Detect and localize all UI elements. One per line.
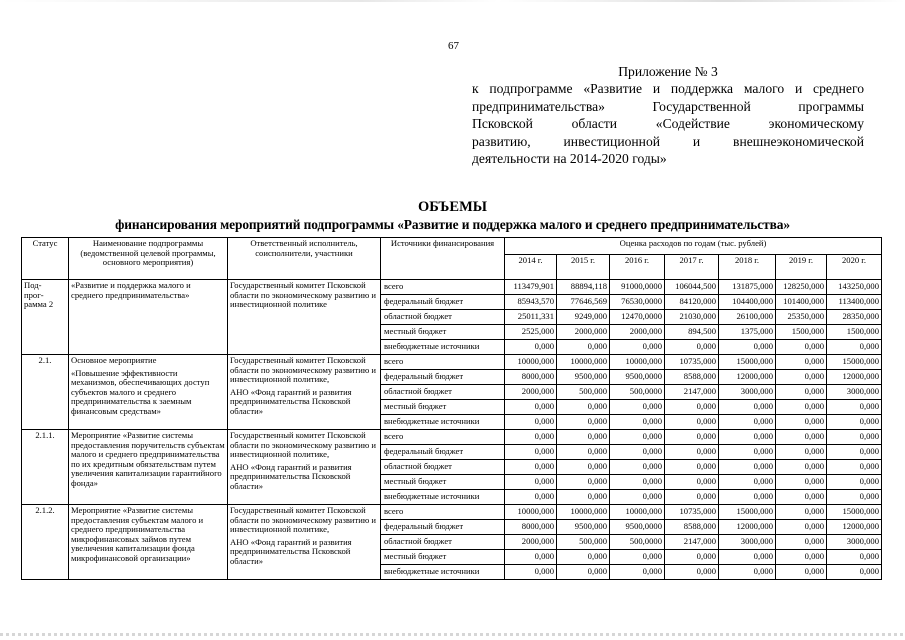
value-cell: 0,000 bbox=[505, 340, 557, 355]
value-cell: 85943,570 bbox=[505, 295, 557, 310]
appendix-line: развитию, инвестиционной и внешнеэкономической bbox=[472, 133, 864, 149]
value-cell: 0,000 bbox=[776, 400, 827, 415]
value-cell: 2000,000 bbox=[505, 385, 557, 400]
value-cell: 2000,000 bbox=[505, 535, 557, 550]
value-cell: 0,000 bbox=[776, 520, 827, 535]
value-cell: 10000,000 bbox=[557, 505, 610, 520]
appendix-line: Псковской области «Содействие экономическому bbox=[472, 116, 864, 132]
value-cell: 1375,000 bbox=[719, 325, 776, 340]
value-cell: 106044,500 bbox=[665, 280, 719, 295]
source-cell: федеральный бюджет bbox=[381, 445, 505, 460]
value-cell: 0,000 bbox=[505, 445, 557, 460]
value-cell: 113479,901 bbox=[505, 280, 557, 295]
value-cell: 0,000 bbox=[610, 340, 665, 355]
value-cell: 500,000 bbox=[557, 385, 610, 400]
value-cell: 15000,000 bbox=[827, 355, 882, 370]
value-cell: 3000,000 bbox=[719, 535, 776, 550]
value-cell: 2000,000 bbox=[610, 325, 665, 340]
value-cell: 1500,000 bbox=[827, 325, 882, 340]
value-cell: 8000,000 bbox=[505, 370, 557, 385]
value-cell: 10000,000 bbox=[557, 355, 610, 370]
value-cell: 104400,000 bbox=[719, 295, 776, 310]
value-cell: 21030,000 bbox=[665, 310, 719, 325]
value-cell: 10000,000 bbox=[610, 355, 665, 370]
table-row bbox=[22, 355, 882, 370]
value-cell: 0,000 bbox=[665, 430, 719, 445]
value-cell: 0,000 bbox=[719, 415, 776, 430]
value-cell: 0,000 bbox=[827, 475, 882, 490]
value-cell: 0,000 bbox=[665, 340, 719, 355]
row-name: Мероприятие «Развитие системы предоставления поручительств субъектам малого и среднего предпринимательства по их кредитным обязательствам путем увеличения капитализации гарантийного фонда» bbox=[71, 430, 225, 488]
header-year: 2016 г. bbox=[610, 255, 665, 280]
value-cell: 0,000 bbox=[610, 400, 665, 415]
value-cell: 0,000 bbox=[557, 445, 610, 460]
value-cell: 0,000 bbox=[505, 550, 557, 565]
value-cell: 0,000 bbox=[505, 475, 557, 490]
value-cell: 2000,000 bbox=[557, 325, 610, 340]
value-cell: 0,000 bbox=[719, 475, 776, 490]
value-cell: 0,000 bbox=[505, 400, 557, 415]
value-cell: 3000,000 bbox=[827, 535, 882, 550]
value-cell: 0,000 bbox=[776, 565, 827, 580]
value-cell: 0,000 bbox=[776, 340, 827, 355]
row-executor: Государственный комитет Псковской области по экономическому развитию и инвестиционной политике bbox=[230, 280, 377, 310]
value-cell: 12000,000 bbox=[827, 370, 882, 385]
scan-artifact-bottom bbox=[0, 633, 905, 636]
value-cell: 0,000 bbox=[827, 490, 882, 505]
appendix-line: предпринимательства» Государственной программы bbox=[472, 98, 864, 114]
header-year: 2018 г. bbox=[719, 255, 776, 280]
source-cell: местный бюджет bbox=[381, 400, 505, 415]
value-cell: 0,000 bbox=[665, 400, 719, 415]
value-cell: 10000,000 bbox=[505, 355, 557, 370]
value-cell: 0,000 bbox=[776, 505, 827, 520]
value-cell: 0,000 bbox=[719, 460, 776, 475]
financing-table bbox=[21, 237, 882, 580]
value-cell: 0,000 bbox=[827, 445, 882, 460]
value-cell: 0,000 bbox=[610, 460, 665, 475]
value-cell: 0,000 bbox=[719, 340, 776, 355]
value-cell: 0,000 bbox=[505, 430, 557, 445]
header-executor: Ответственный исполнитель, соисполнители, участники bbox=[228, 238, 381, 280]
row-name: Основное мероприятие bbox=[71, 355, 157, 365]
document-title: ОБЪЕМЫ bbox=[417, 199, 487, 215]
value-cell: 1500,000 bbox=[776, 325, 827, 340]
row-executor-cell bbox=[228, 355, 381, 430]
header-name: Наименование подпрограммы (ведомственной целевой программы, основного мероприятия) bbox=[69, 238, 228, 280]
value-cell: 0,000 bbox=[827, 565, 882, 580]
value-cell: 0,000 bbox=[557, 430, 610, 445]
value-cell: 28350,000 bbox=[827, 310, 882, 325]
value-cell: 0,000 bbox=[665, 475, 719, 490]
value-cell: 84120,000 bbox=[665, 295, 719, 310]
header-status: Статус bbox=[22, 238, 69, 280]
row-name-cell bbox=[69, 430, 228, 505]
row-executor: Государственный комитет Псковской области по экономическому развитию и инвестиционной политике, bbox=[230, 430, 377, 460]
value-cell: 0,000 bbox=[827, 340, 882, 355]
row-status: 2.1. bbox=[22, 355, 69, 430]
value-cell: 0,000 bbox=[557, 550, 610, 565]
header-year: 2019 г. bbox=[776, 255, 827, 280]
value-cell: 0,000 bbox=[827, 415, 882, 430]
value-cell: 0,000 bbox=[776, 475, 827, 490]
source-cell: внебюджетные источники bbox=[381, 565, 505, 580]
source-cell: областной бюджет bbox=[381, 310, 505, 325]
value-cell: 0,000 bbox=[557, 460, 610, 475]
source-cell: местный бюджет bbox=[381, 475, 505, 490]
value-cell: 0,000 bbox=[719, 445, 776, 460]
value-cell: 0,000 bbox=[776, 490, 827, 505]
value-cell: 0,000 bbox=[610, 550, 665, 565]
value-cell: 15000,000 bbox=[719, 505, 776, 520]
row-executor: Государственный комитет Псковской области по экономическому развитию и инвестиционной политике, bbox=[230, 505, 377, 535]
appendix-line: к подпрограмме «Развитие и поддержка малого и среднего bbox=[472, 81, 864, 97]
row-name: «Повышение эффективности механизмов, обеспечивающих доступ субъектов малого и среднего предпринимательства к заемным финансовым средствам» bbox=[71, 367, 210, 416]
table-body bbox=[22, 280, 882, 580]
source-cell: федеральный бюджет bbox=[381, 520, 505, 535]
value-cell: 0,000 bbox=[665, 445, 719, 460]
row-executor-cell bbox=[228, 505, 381, 580]
value-cell: 2147,000 bbox=[665, 385, 719, 400]
value-cell: 0,000 bbox=[776, 535, 827, 550]
row-executor: АНО «Фонд гарантий и развития предпринимательства Псковской области» bbox=[230, 386, 352, 416]
value-cell: 15000,000 bbox=[827, 505, 882, 520]
value-cell: 0,000 bbox=[776, 460, 827, 475]
value-cell: 0,000 bbox=[827, 460, 882, 475]
source-cell: федеральный бюджет bbox=[381, 370, 505, 385]
value-cell: 0,000 bbox=[665, 415, 719, 430]
value-cell: 8588,000 bbox=[665, 370, 719, 385]
table-row bbox=[22, 430, 882, 445]
value-cell: 143250,000 bbox=[827, 280, 882, 295]
value-cell: 12000,000 bbox=[827, 520, 882, 535]
value-cell: 894,500 bbox=[665, 325, 719, 340]
source-cell: областной бюджет bbox=[381, 460, 505, 475]
value-cell: 0,000 bbox=[505, 460, 557, 475]
source-cell: всего bbox=[381, 505, 505, 520]
document-subtitle: финансирования мероприятий подпрограммы «Развитие и поддержка малого и среднего предпринимательства» bbox=[115, 217, 790, 232]
value-cell: 0,000 bbox=[827, 400, 882, 415]
value-cell: 25350,000 bbox=[776, 310, 827, 325]
value-cell: 0,000 bbox=[665, 565, 719, 580]
header-year: 2020 г. bbox=[827, 255, 882, 280]
source-cell: местный бюджет bbox=[381, 325, 505, 340]
value-cell: 10735,000 bbox=[665, 505, 719, 520]
value-cell: 113400,000 bbox=[827, 295, 882, 310]
value-cell: 12000,000 bbox=[719, 370, 776, 385]
header-year: 2014 г. bbox=[505, 255, 557, 280]
value-cell: 0,000 bbox=[827, 430, 882, 445]
value-cell: 0,000 bbox=[719, 490, 776, 505]
value-cell: 12470,0000 bbox=[610, 310, 665, 325]
value-cell: 500,0000 bbox=[610, 535, 665, 550]
source-cell: внебюджетные источники bbox=[381, 340, 505, 355]
value-cell: 10735,000 bbox=[665, 355, 719, 370]
row-status: 2.1.2. bbox=[22, 505, 69, 580]
appendix-title: Приложение № 3 bbox=[618, 64, 718, 79]
value-cell: 0,000 bbox=[557, 565, 610, 580]
source-cell: местный бюджет bbox=[381, 550, 505, 565]
value-cell: 0,000 bbox=[505, 490, 557, 505]
value-cell: 9500,0000 bbox=[610, 520, 665, 535]
value-cell: 0,000 bbox=[557, 415, 610, 430]
value-cell: 0,000 bbox=[719, 430, 776, 445]
value-cell: 25011,331 bbox=[505, 310, 557, 325]
value-cell: 128250,000 bbox=[776, 280, 827, 295]
header-estimate: Оценка расходов по годам (тыс. рублей) bbox=[505, 238, 882, 255]
value-cell: 9500,0000 bbox=[610, 370, 665, 385]
value-cell: 0,000 bbox=[776, 550, 827, 565]
row-executor-cell bbox=[228, 280, 381, 355]
value-cell: 0,000 bbox=[665, 490, 719, 505]
row-name-cell bbox=[69, 505, 228, 580]
value-cell: 8588,000 bbox=[665, 520, 719, 535]
value-cell: 0,000 bbox=[719, 565, 776, 580]
row-status: 2.1.1. bbox=[22, 430, 69, 505]
source-cell: областной бюджет bbox=[381, 385, 505, 400]
value-cell: 0,000 bbox=[719, 550, 776, 565]
source-cell: всего bbox=[381, 430, 505, 445]
value-cell: 101400,000 bbox=[776, 295, 827, 310]
source-cell: всего bbox=[381, 280, 505, 295]
value-cell: 0,000 bbox=[557, 490, 610, 505]
value-cell: 0,000 bbox=[610, 445, 665, 460]
value-cell: 26100,000 bbox=[719, 310, 776, 325]
header-year: 2017 г. bbox=[665, 255, 719, 280]
value-cell: 15000,000 bbox=[719, 355, 776, 370]
value-cell: 500,0000 bbox=[610, 385, 665, 400]
value-cell: 0,000 bbox=[610, 475, 665, 490]
appendix-header bbox=[472, 63, 864, 167]
value-cell: 9500,000 bbox=[557, 370, 610, 385]
table-row bbox=[22, 505, 882, 520]
value-cell: 0,000 bbox=[610, 565, 665, 580]
row-name-cell bbox=[69, 280, 228, 355]
value-cell: 500,000 bbox=[557, 535, 610, 550]
table-row bbox=[22, 280, 882, 295]
value-cell: 0,000 bbox=[505, 415, 557, 430]
row-name: Мероприятие «Развитие системы предоставления субъектам малого и среднего предпринимательства микрофинансовых займов путем увеличения капитализации фонда микрофинансовой организации» bbox=[71, 505, 204, 563]
row-executor: АНО «Фонд гарантий и развития предпринимательства Псковской области» bbox=[230, 461, 352, 491]
value-cell: 0,000 bbox=[776, 355, 827, 370]
value-cell: 0,000 bbox=[719, 400, 776, 415]
value-cell: 88894,118 bbox=[557, 280, 610, 295]
value-cell: 0,000 bbox=[665, 460, 719, 475]
value-cell: 0,000 bbox=[776, 385, 827, 400]
row-status: Под- прог- рамма 2 bbox=[22, 280, 69, 355]
row-name: «Развитие и поддержка малого и среднего предпринимательства» bbox=[71, 280, 191, 300]
source-cell: внебюджетные источники bbox=[381, 490, 505, 505]
value-cell: 0,000 bbox=[827, 550, 882, 565]
value-cell: 2147,000 bbox=[665, 535, 719, 550]
scan-artifact-top bbox=[0, 0, 905, 2]
value-cell: 12000,000 bbox=[719, 520, 776, 535]
value-cell: 0,000 bbox=[505, 565, 557, 580]
value-cell: 0,000 bbox=[776, 430, 827, 445]
source-cell: внебюджетные источники bbox=[381, 415, 505, 430]
value-cell: 0,000 bbox=[610, 415, 665, 430]
value-cell: 0,000 bbox=[610, 430, 665, 445]
value-cell: 0,000 bbox=[665, 550, 719, 565]
value-cell: 0,000 bbox=[557, 400, 610, 415]
page-number: 67 bbox=[448, 40, 459, 52]
source-cell: всего bbox=[381, 355, 505, 370]
value-cell: 0,000 bbox=[610, 490, 665, 505]
source-cell: областной бюджет bbox=[381, 535, 505, 550]
value-cell: 10000,000 bbox=[505, 505, 557, 520]
header-sources: Источники финансирования bbox=[381, 238, 505, 280]
row-executor-cell bbox=[228, 430, 381, 505]
appendix-line: деятельности на 2014-2020 годы» bbox=[472, 150, 667, 166]
value-cell: 3000,000 bbox=[827, 385, 882, 400]
header-year: 2015 г. bbox=[557, 255, 610, 280]
source-cell: федеральный бюджет bbox=[381, 295, 505, 310]
value-cell: 9249,000 bbox=[557, 310, 610, 325]
value-cell: 131875,000 bbox=[719, 280, 776, 295]
value-cell: 10000,000 bbox=[610, 505, 665, 520]
value-cell: 8000,000 bbox=[505, 520, 557, 535]
value-cell: 91000,0000 bbox=[610, 280, 665, 295]
value-cell: 0,000 bbox=[776, 445, 827, 460]
row-name-cell bbox=[69, 355, 228, 430]
value-cell: 9500,000 bbox=[557, 520, 610, 535]
value-cell: 76530,0000 bbox=[610, 295, 665, 310]
value-cell: 0,000 bbox=[557, 475, 610, 490]
value-cell: 0,000 bbox=[776, 415, 827, 430]
value-cell: 3000,000 bbox=[719, 385, 776, 400]
value-cell: 0,000 bbox=[776, 370, 827, 385]
value-cell: 77646,569 bbox=[557, 295, 610, 310]
value-cell: 0,000 bbox=[557, 340, 610, 355]
value-cell: 2525,000 bbox=[505, 325, 557, 340]
row-executor: Государственный комитет Псковской области по экономическому развитию и инвестиционной политике, bbox=[230, 355, 377, 385]
row-executor: АНО «Фонд гарантий и развития предпринимательства Псковской области» bbox=[230, 536, 352, 566]
